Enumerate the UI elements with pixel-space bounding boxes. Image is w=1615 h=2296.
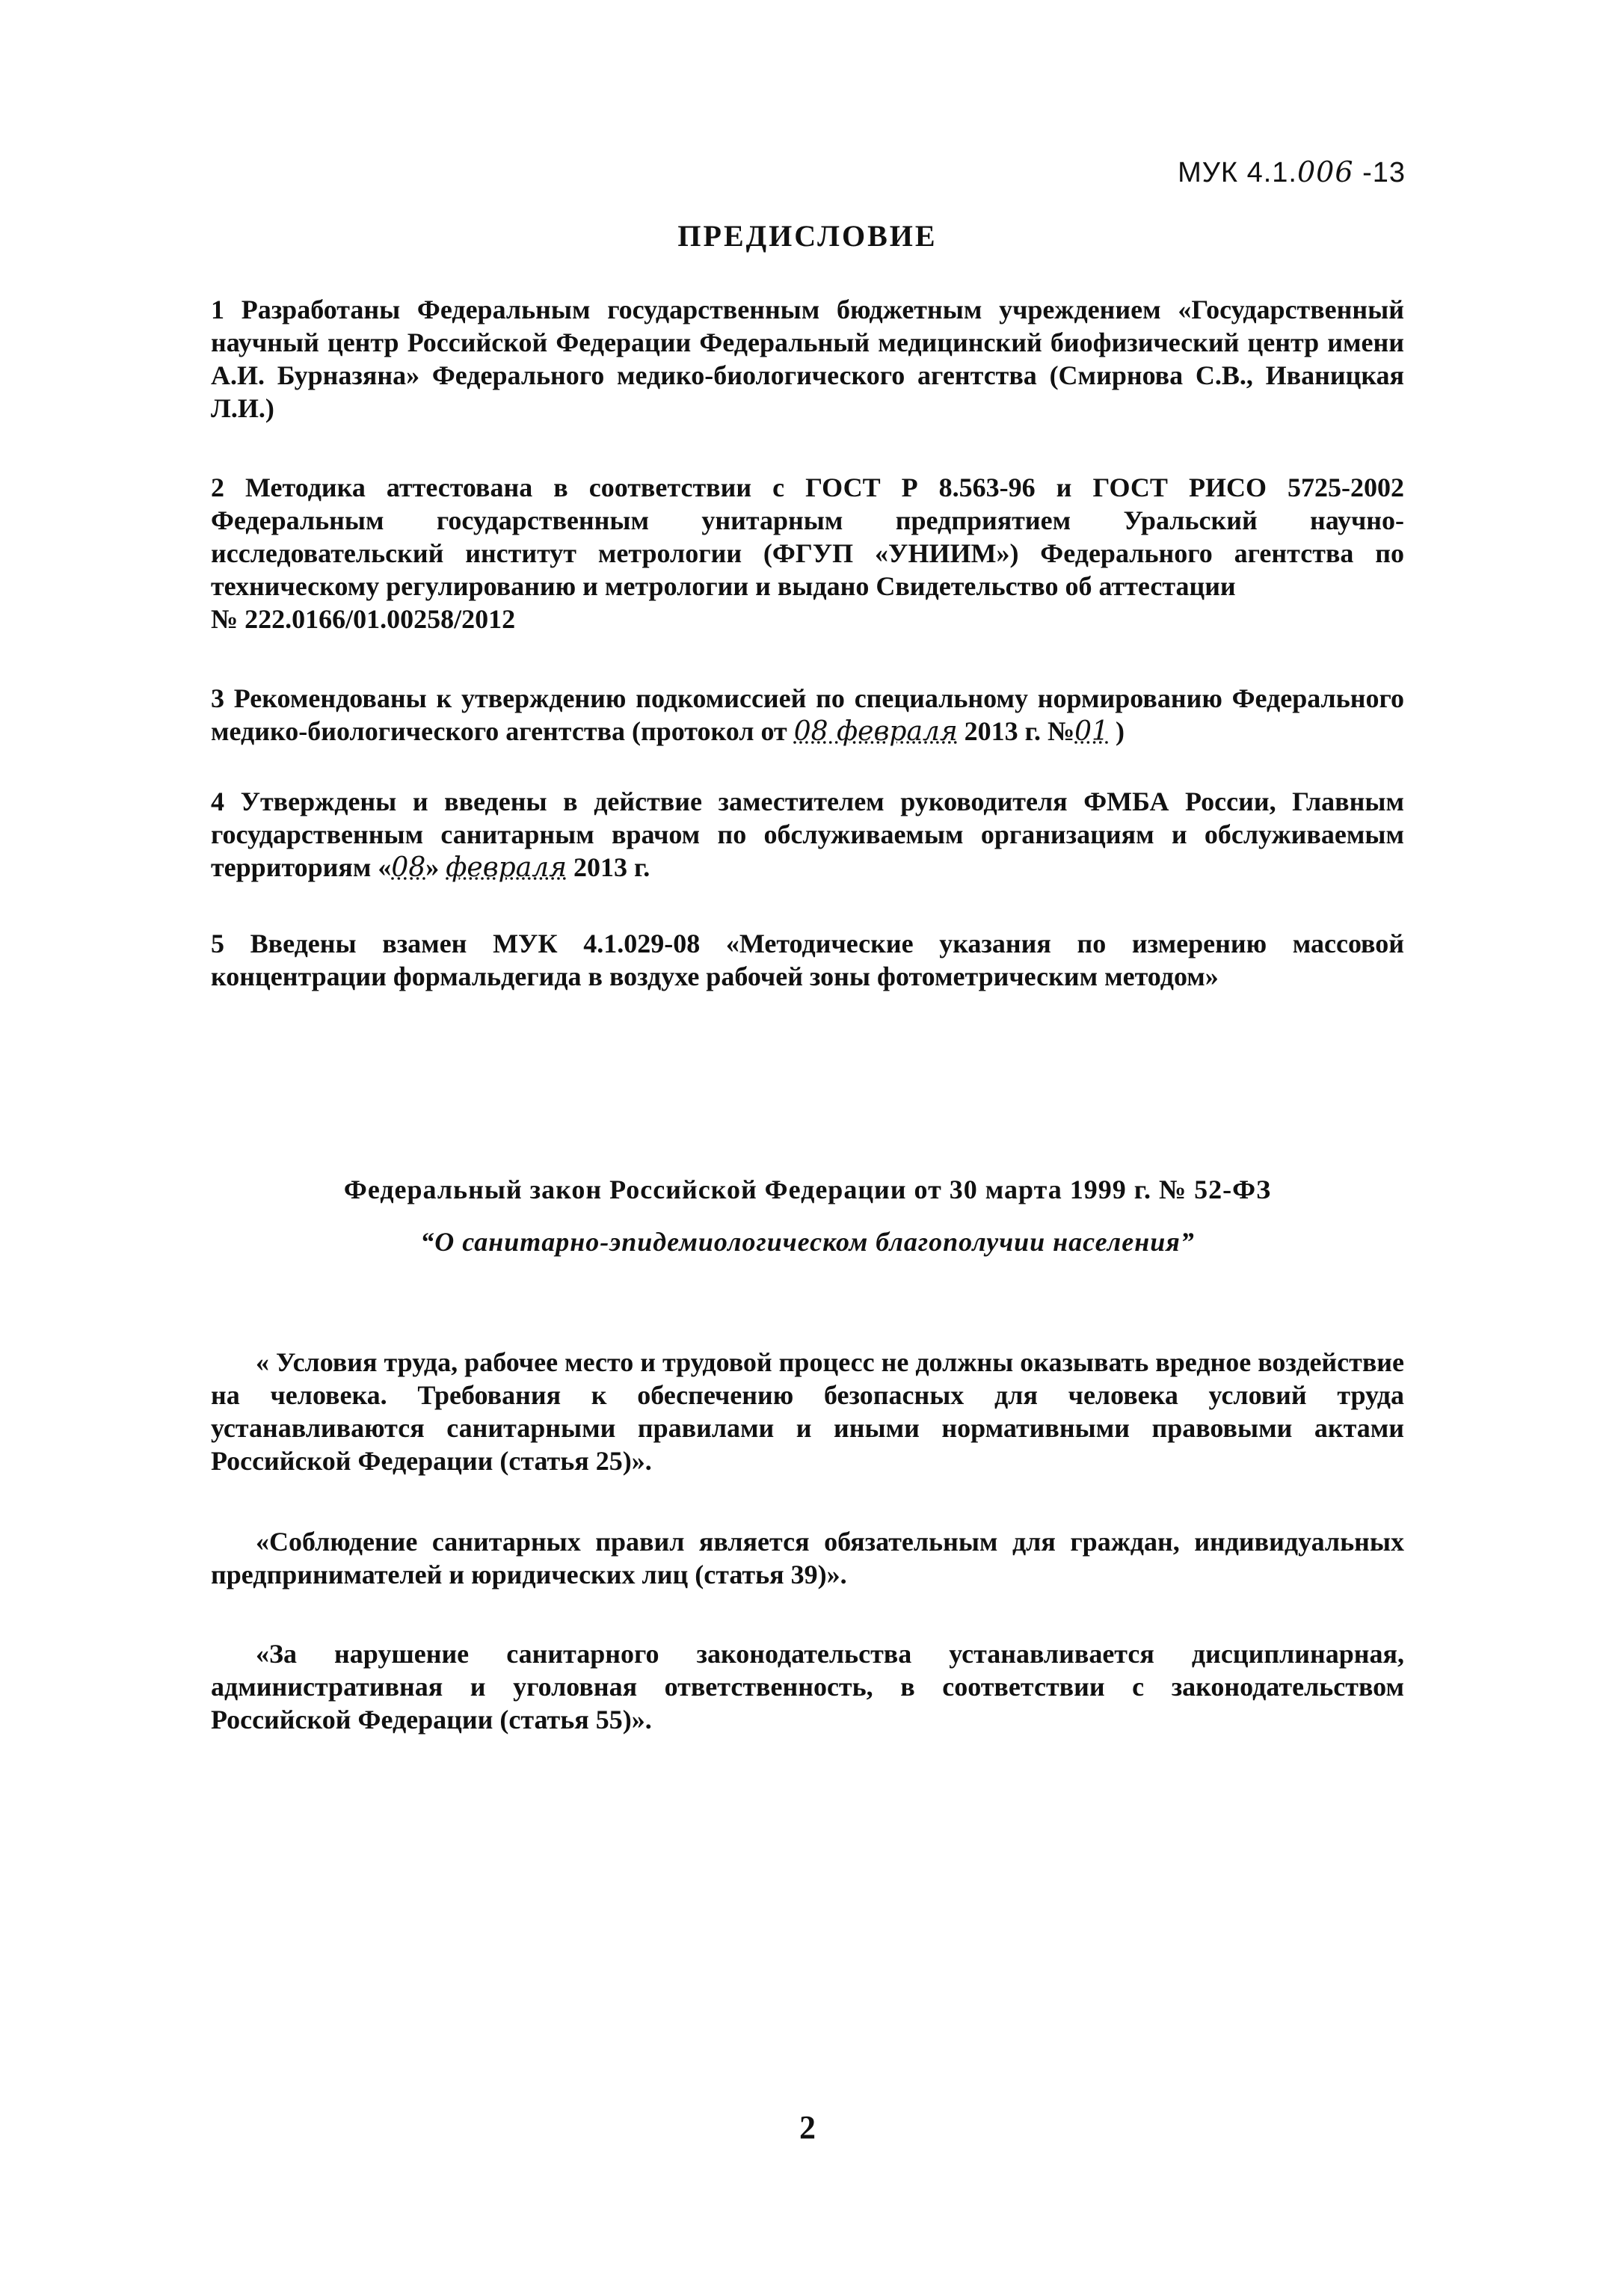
page-number: 2 bbox=[799, 2109, 816, 2146]
item-3-text-after: ) bbox=[1115, 716, 1125, 746]
preface-item-5-text: 5 Введены взамен МУК 4.1.029-08 «Методические указания по измерению массовой концентрации формальдегида в воздухе рабочей зоны фотометрическим методом» bbox=[211, 929, 1404, 991]
preface-item-1-text: 1 Разработаны Федеральным государственным бюджетным учреждением «Государственный научный центр Российской Федерации Федеральный медицинский биофизический центр имени А.И. Бурназяна» Федерального медико-биологического агентства (Смирнова С.В., Иваницкая Л.И.) bbox=[211, 295, 1404, 423]
law-title: Федеральный закон Российской Федерации от 30 марта 1999 г. № 52-ФЗ bbox=[343, 1175, 1272, 1204]
preface-item-3 bbox=[211, 682, 1404, 748]
preface-item-2-text: 2 Методика аттестована в соответствии с ГОСТ Р 8.563-96 и ГОСТ РИСО 5725-2002 Федеральным государственным унитарным предприятием Уральский научно-исследовательский институт метрологии (ФГУП «УНИИМ») Федерального агентства по техническому регулированию и метрологии и выдано Свидетельство об аттестации bbox=[211, 473, 1404, 601]
law-quote-article-39 bbox=[211, 1525, 1404, 1591]
doc-code-handwritten: 006 bbox=[1296, 156, 1354, 188]
item-3-text-mid: 2013 г. № bbox=[964, 716, 1075, 746]
item-4-text-mid: » bbox=[425, 852, 446, 882]
preface-title: ПРЕДИСЛОВИЕ bbox=[677, 219, 938, 253]
preface-item-4 bbox=[211, 785, 1404, 884]
item-4-text-after: 2013 г. bbox=[573, 852, 650, 882]
doc-code-prefix: МУК 4.1. bbox=[1178, 157, 1297, 188]
doc-code-suffix: -13 bbox=[1353, 157, 1406, 188]
quote-3-text: «За нарушение санитарного законодательства устанавливается дисциплинарная, административная и уголовная ответственность, в соответствии с законодательством Российской Федерации (статья 55)». bbox=[211, 1639, 1404, 1735]
preface-item-4-text bbox=[211, 785, 1404, 884]
law-subtitle: “О санитарно-эпидемиологическом благополучии населения” bbox=[420, 1227, 1195, 1257]
item-4-text-before: 4 Утверждены и введены в действие заместителем руководителя ФМБА России, Главным государственным санитарным врачом по обслуживаемым организациям и обслуживаемым территориям « bbox=[211, 787, 1404, 882]
handwritten-protocol-number: 01 bbox=[1074, 716, 1109, 747]
certificate-number: № 222.0166/01.00258/2012 bbox=[211, 604, 516, 634]
law-quote-article-25 bbox=[211, 1346, 1404, 1477]
handwritten-approval-day: 08 bbox=[391, 852, 426, 883]
quote-1-text: « Условия труда, рабочее место и трудовой процесс не должны оказывать вредное воздействие на человека. Требования к обеспечению безопасных для человека условий труда устанавливаются санитарными правилами и иными нормативными правовыми актами Российской Федерации (статья 25)». bbox=[211, 1347, 1404, 1476]
preface-item-2 bbox=[211, 471, 1404, 635]
document-code bbox=[1178, 156, 1406, 189]
quote-2-text: «Соблюдение санитарных правил является обязательным для граждан, индивидуальных предпринимателей и юридических лиц (статья 39)». bbox=[211, 1527, 1404, 1589]
item-3-text-before: 3 Рекомендованы к утверждению подкомиссией по специальному нормированию Федерального медико-биологического агентства (протокол от bbox=[211, 683, 1404, 746]
preface-item-1 bbox=[211, 293, 1404, 425]
law-quote-article-55 bbox=[211, 1637, 1404, 1736]
preface-item-3-text bbox=[211, 682, 1404, 748]
preface-item-5 bbox=[211, 927, 1404, 993]
handwritten-protocol-date: 08 февраля bbox=[793, 716, 958, 747]
handwritten-approval-month: февраля bbox=[446, 852, 567, 883]
